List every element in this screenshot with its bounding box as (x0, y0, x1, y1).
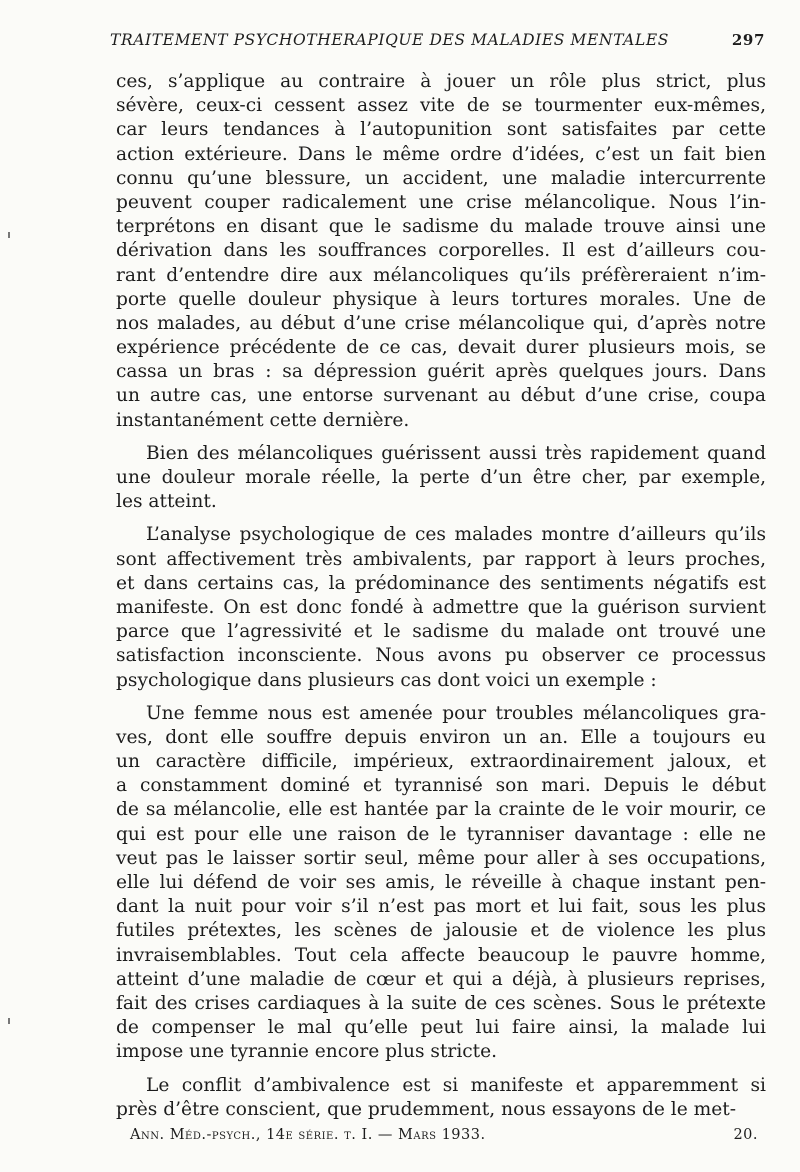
paragraph-gap (116, 1065, 766, 1074)
text-line: satisfaction inconsciente. Nous avons pu observer ce processus (116, 645, 766, 667)
text-line: impose une tyrannie encore plus stricte. (116, 1041, 498, 1063)
text-line: Le conflit d’ambivalence est si manifeste et apparemment si (146, 1074, 766, 1096)
text-line: instantanément cette dernière. (116, 409, 410, 431)
page-footer (130, 1127, 758, 1143)
text-line: ces, s’applique au contraire à jouer un rôle plus strict, plus (116, 71, 766, 92)
text-line: expérience précédente de ce cas, devait durer plusieurs mois, se (116, 337, 766, 359)
journal-citation: Ann. Méd.-psych., 14e série. t. I. — Mars 1933. (130, 1127, 486, 1143)
text-line: psychologique dans plusieurs cas dont voici un exemple : (116, 669, 657, 691)
text-line: atteint d’une maladie de cœur et qui a déjà, à plusieurs reprises, (116, 968, 766, 990)
text-line: invraisemblables. Tout cela affecte beaucoup le pauvre homme, (116, 944, 766, 966)
sheet-number: 20. (733, 1127, 758, 1143)
paragraph-gap (116, 433, 766, 442)
text-line: de sa mélancolie, elle est hantée par la crainte de le voir mourir, ce (116, 799, 766, 821)
page-edge-mark (8, 1018, 10, 1024)
text-line: rant d’entendre dire aux mélancoliques qu’ils préfèreraient n’im- (116, 264, 766, 286)
text-line: sont affectivement très ambivalents, par rapport à leurs proches, (116, 548, 766, 570)
text-line: un autre cas, une entorse survenant au début d’une crise, coupa (116, 385, 766, 407)
text-line: près d’être conscient, que prudemment, nous essayons de le met- (116, 1098, 737, 1120)
text-line: ves, dont elle souffre depuis environ un an. Elle a toujours eu (116, 726, 766, 748)
paragraph (116, 1074, 766, 1122)
text-line: cassa un bras : sa dépression guérit après quelques jours. Dans (116, 361, 766, 383)
text-line: les atteint. (116, 491, 217, 513)
text-line: une douleur morale réelle, la perte d’un être cher, par exemple, (116, 467, 766, 488)
text-line: manifeste. On est donc fondé à admettre que la guérison survient (116, 596, 766, 618)
text-line: Bien des mélancoliques guérissent aussi très rapidement quand (146, 442, 766, 464)
paragraph (116, 523, 766, 692)
running-head-title: TRAITEMENT PSYCHOTHERAPIQUE DES MALADIES MENTALES (110, 31, 669, 49)
running-head (110, 31, 765, 49)
text-line: veut pas le laisser sortir seul, même pour aller à ses occupations, (116, 847, 766, 869)
text-line: porte quelle douleur physique à leurs tortures morales. Une de (116, 288, 766, 310)
text-line: L’analyse psychologique de ces malades montre d’ailleurs qu’ils (146, 524, 766, 546)
paragraph (116, 702, 766, 1065)
text-line: qui est pour elle une raison de le tyranniser davantage : elle ne (116, 823, 766, 845)
text-line: futiles prétextes, les scènes de jalousie et de violence les plus (116, 920, 766, 942)
text-line: a constamment dominé et tyrannisé son mari. Depuis le début (116, 775, 766, 797)
text-line: Une femme nous est amenée pour troubles mélancoliques gra- (146, 702, 766, 724)
text-line: connu qu’une blessure, un accident, une maladie intercurrente (116, 167, 766, 189)
text-line: parce que l’agressivité et le sadisme du malade ont trouvé une (116, 621, 766, 643)
text-line: dérivation dans les souffrances corporelles. Il est d’ailleurs cou- (116, 240, 766, 262)
text-line: sévère, ceux-ci cessent assez vite de se tourmenter eux-mêmes, (116, 95, 766, 117)
text-line: peuvent couper radicalement une crise mélancolique. Nous l’in- (116, 191, 766, 213)
paragraph (116, 442, 766, 515)
text-line: terprétons en disant que le sadisme du malade trouve ainsi une (116, 216, 766, 238)
text-line: et dans certains cas, la prédominance des sentiments négatifs est (116, 572, 766, 594)
text-line: action extérieure. Dans le même ordre d’idées, c’est un fait bien (116, 143, 766, 165)
text-line: car leurs tendances à l’autopunition sont satisfaites par cette (116, 119, 766, 141)
page-number: 297 (731, 31, 765, 49)
text-line: nos malades, au début d’une crise mélancolique qui, d’après notre (116, 312, 766, 334)
body-text (116, 70, 766, 1122)
text-line: fait des crises cardiaques à la suite de ces scènes. Sous le prétexte (116, 992, 766, 1014)
paragraph-gap (116, 693, 766, 702)
paragraph-gap (116, 514, 766, 523)
journal-page (110, 0, 770, 1172)
text-line: un caractère difficile, impérieux, extraordinairement jaloux, et (116, 751, 766, 773)
text-line: dant la nuit pour voir s’il n’est pas mort et lui fait, sous les plus (116, 896, 766, 918)
text-line: de compenser le mal qu’elle peut lui faire ainsi, la malade lui (116, 1017, 766, 1039)
paragraph (116, 70, 766, 433)
page-edge-mark (8, 232, 10, 238)
text-line: elle lui défend de voir ses amis, le réveille à chaque instant pen- (116, 872, 766, 893)
